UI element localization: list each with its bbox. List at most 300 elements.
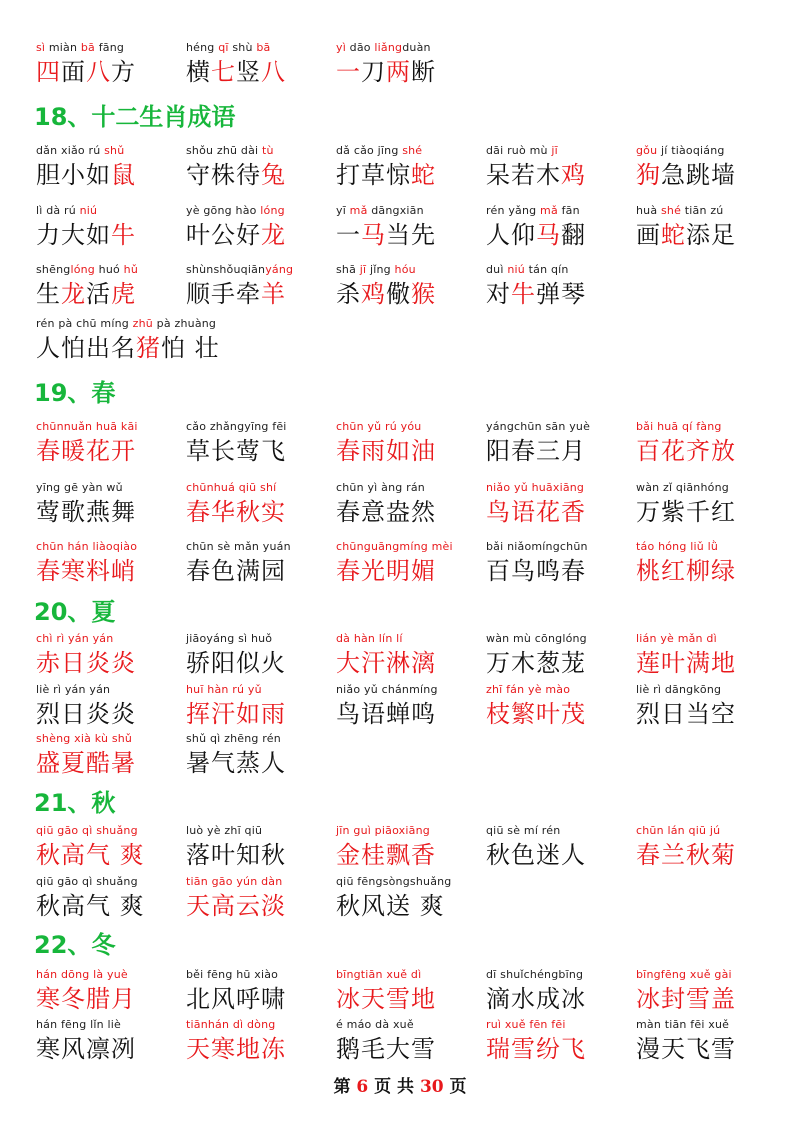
idiom-segment: 金桂飘香	[336, 841, 436, 869]
pinyin-segment: jī	[359, 263, 367, 276]
pinyin-segment: dà hàn lín lí	[336, 632, 403, 645]
idiom-item	[336, 419, 436, 466]
pinyin-segment: lóng	[70, 263, 95, 276]
pinyin-line	[636, 419, 736, 434]
pinyin-segment: cǎo zhǎngyīng fēi	[186, 420, 287, 433]
idiom-item	[186, 1017, 286, 1064]
pinyin-segment: huà	[636, 204, 661, 217]
idiom-text	[186, 891, 286, 921]
pinyin-line	[186, 419, 287, 434]
idiom-segment: 烈日炎炎	[36, 700, 136, 728]
pinyin-segment: duì	[486, 263, 508, 276]
idiom-text	[486, 699, 586, 729]
pinyin-segment: hóu	[394, 263, 416, 276]
idiom-segment: 赤日炎炎	[36, 649, 136, 677]
idiom-segment: 急跳墙	[661, 161, 736, 189]
idiom-item	[36, 682, 136, 729]
idiom-item	[36, 1017, 136, 1064]
pinyin-segment: shā	[336, 263, 360, 276]
pinyin-segment: tiān gāo yún dàn	[186, 875, 283, 888]
pinyin-segment: huī hàn rú yǔ	[186, 683, 262, 696]
idiom-item	[186, 631, 286, 678]
pinyin-segment: shé	[660, 204, 682, 217]
pinyin-segment: lóng	[260, 204, 285, 217]
idiom-segment: 呆若木	[486, 161, 561, 189]
idiom-text	[186, 648, 286, 678]
idiom-text	[186, 497, 286, 527]
pinyin-line	[186, 203, 286, 218]
idiom-segment: 牛	[111, 221, 136, 249]
idiom-text	[186, 279, 293, 309]
idiom-segment: 枝繁叶茂	[486, 700, 586, 728]
idiom-segment: 万木葱茏	[486, 649, 586, 677]
idiom-segment: 鸟语蝉鸣	[336, 700, 436, 728]
idiom-text	[336, 160, 436, 190]
idiom-item	[636, 203, 736, 250]
idiom-text	[486, 840, 586, 870]
pinyin-segment: chūn sè mǎn yuán	[186, 540, 291, 553]
idiom-item	[336, 480, 436, 527]
pinyin-line	[36, 143, 136, 158]
pinyin-line	[336, 203, 436, 218]
pinyin-segment: liè rì yán yán	[36, 683, 111, 696]
pinyin-segment: shé	[402, 144, 423, 157]
pinyin-line	[486, 1017, 586, 1032]
idiom-item	[186, 874, 286, 921]
idiom-segment: 春兰秋菊	[636, 841, 736, 869]
idiom-segment: 怕 壮	[161, 334, 220, 362]
idiom-segment: 儆	[386, 280, 411, 308]
idiom-segment: 春色满园	[186, 557, 286, 585]
idiom-item	[186, 203, 286, 250]
idiom-item	[486, 419, 590, 466]
pinyin-line	[186, 823, 286, 838]
pinyin-segment: shǒu zhū dài	[186, 144, 262, 157]
idiom-text	[36, 699, 136, 729]
pinyin-segment: qī	[218, 41, 233, 54]
idiom-item	[636, 631, 736, 678]
pinyin-segment: rén pà chū míng	[36, 317, 133, 330]
pinyin-segment: duàn	[402, 41, 431, 54]
idiom-item	[636, 967, 736, 1014]
pinyin-segment: tù	[262, 144, 274, 157]
pinyin-segment: běi fēng hū xiào	[186, 968, 279, 981]
pinyin-line	[486, 419, 590, 434]
pinyin-line	[486, 823, 586, 838]
pinyin-line	[186, 262, 293, 277]
idiom-item	[36, 40, 136, 87]
pinyin-segment: jiāoyáng sì huǒ	[186, 632, 273, 645]
idiom-segment: 竖	[236, 58, 261, 86]
pinyin-line	[336, 480, 436, 495]
idiom-segment: 生	[36, 280, 61, 308]
idiom-segment: 春暖花开	[36, 437, 136, 465]
pinyin-segment: yì	[336, 41, 350, 54]
idiom-item	[36, 539, 137, 586]
pinyin-segment: chūn yì àng rán	[336, 481, 425, 494]
idiom-segment: 猴	[411, 280, 436, 308]
idiom-item	[486, 631, 587, 678]
idiom-item	[36, 631, 136, 678]
pinyin-segment: yī	[336, 204, 350, 217]
idiom-text	[186, 220, 286, 250]
pinyin-line	[336, 823, 436, 838]
pinyin-segment: liè rì dāngkōng	[636, 683, 722, 696]
idiom-item	[486, 539, 588, 586]
idiom-item	[636, 419, 736, 466]
idiom-text	[36, 497, 136, 527]
pinyin-segment: shù	[232, 41, 257, 54]
idiom-text	[336, 279, 436, 309]
pinyin-segment: fāng	[98, 41, 125, 54]
idiom-item	[186, 682, 286, 729]
idiom-item	[186, 40, 286, 87]
pinyin-line	[186, 731, 286, 746]
idiom-item	[186, 143, 286, 190]
idiom-text	[336, 891, 452, 921]
section-title: 21、秋	[34, 789, 116, 817]
idiom-text	[36, 556, 137, 586]
pinyin-segment: pà zhuàng	[152, 317, 217, 330]
idiom-text	[36, 748, 136, 778]
pinyin-segment: shǔ qì zhēng rén	[186, 732, 281, 745]
pinyin-segment: shēng	[36, 263, 71, 276]
idiom-item	[336, 40, 436, 87]
idiom-text	[36, 160, 136, 190]
idiom-segment: 猪	[136, 334, 161, 362]
idiom-item	[486, 480, 586, 527]
idiom-segment: 杀	[336, 280, 361, 308]
idiom-segment: 七	[211, 58, 236, 86]
pinyin-line	[186, 874, 286, 889]
pinyin-line	[486, 631, 587, 646]
idiom-text	[486, 556, 588, 586]
idiom-segment: 阳春三月	[486, 437, 586, 465]
idiom-text	[336, 220, 436, 250]
idiom-segment: 百花齐放	[636, 437, 736, 465]
pinyin-segment: héng	[186, 41, 219, 54]
pinyin-line	[336, 1017, 436, 1032]
idiom-segment: 盛夏酷暑	[36, 749, 136, 777]
idiom-segment: 羊	[261, 280, 286, 308]
idiom-segment: 蛇	[661, 221, 686, 249]
idiom-segment: 一	[336, 221, 361, 249]
idiom-text	[486, 160, 586, 190]
pinyin-line	[36, 480, 136, 495]
idiom-item	[36, 731, 136, 778]
idiom-segment: 冰封雪盖	[636, 985, 736, 1013]
pinyin-line	[186, 480, 286, 495]
idiom-segment: 鸡	[561, 161, 586, 189]
idiom-item	[186, 823, 286, 870]
pinyin-segment: chūnnuǎn huā kāi	[36, 420, 138, 433]
pinyin-segment: zhū	[132, 317, 153, 330]
pinyin-line	[186, 967, 286, 982]
pinyin-segment: dǎ cǎo jīng	[336, 144, 403, 157]
pinyin-segment: mǎ	[540, 204, 558, 217]
idiom-item	[36, 262, 138, 309]
idiom-item	[336, 823, 436, 870]
pinyin-line	[336, 682, 438, 697]
pinyin-segment: chūnguāngmíng mèi	[336, 540, 453, 553]
pinyin-segment: hǔ	[123, 263, 138, 276]
idiom-segment: 四	[36, 58, 61, 86]
idiom-segment: 两	[386, 58, 411, 86]
idiom-segment: 秋风送 爽	[336, 892, 445, 920]
pinyin-line	[486, 682, 586, 697]
idiom-text	[186, 160, 286, 190]
pinyin-segment: lì dà rú	[36, 204, 80, 217]
idiom-segment: 莺歌燕舞	[36, 498, 136, 526]
idiom-segment: 翻	[561, 221, 586, 249]
idiom-segment: 桃红柳绿	[636, 557, 736, 585]
section-title: 18、十二生肖成语	[34, 103, 236, 131]
idiom-item	[636, 539, 736, 586]
idiom-item	[336, 874, 452, 921]
idiom-segment: 秋高气 爽	[36, 892, 145, 920]
idiom-text	[486, 279, 586, 309]
pinyin-line	[486, 262, 586, 277]
idiom-text	[186, 556, 291, 586]
idiom-segment: 人怕出名	[36, 334, 136, 362]
idiom-item	[336, 203, 436, 250]
pinyin-segment: rén yǎng	[486, 204, 541, 217]
idiom-segment: 横	[186, 58, 211, 86]
pinyin-line	[186, 143, 286, 158]
idiom-segment: 大汗淋漓	[336, 649, 436, 677]
idiom-item	[636, 143, 736, 190]
pinyin-segment: dī shuǐchéngbīng	[486, 968, 584, 981]
idiom-item	[636, 1017, 736, 1064]
idiom-item	[486, 823, 586, 870]
idiom-text	[186, 699, 286, 729]
pinyin-segment: táo hóng liǔ lǜ	[636, 540, 719, 553]
idiom-item	[636, 480, 736, 527]
pinyin-segment: hán fēng lǐn liè	[36, 1018, 121, 1031]
idiom-text	[636, 556, 736, 586]
idiom-segment: 暑气蒸人	[186, 749, 286, 777]
idiom-segment: 狗	[636, 161, 661, 189]
idiom-segment: 蛇	[411, 161, 436, 189]
idiom-segment: 鹅毛大雪	[336, 1035, 436, 1063]
idiom-text	[336, 556, 453, 586]
idiom-segment: 草长莺飞	[186, 437, 286, 465]
idiom-segment: 春寒料峭	[36, 557, 136, 585]
pinyin-line	[36, 40, 136, 55]
idiom-segment: 虎	[111, 280, 136, 308]
idiom-item	[336, 967, 436, 1014]
pinyin-segment: chūn lán qiū jú	[636, 824, 721, 837]
idiom-text	[336, 57, 436, 87]
idiom-item	[36, 480, 136, 527]
pinyin-segment: jǐng	[366, 263, 395, 276]
pinyin-line	[36, 823, 145, 838]
idiom-item	[186, 731, 286, 778]
pinyin-line	[186, 1017, 286, 1032]
pinyin-segment: sì	[36, 41, 49, 54]
idiom-segment: 秋高气 爽	[36, 841, 145, 869]
pinyin-line	[36, 731, 136, 746]
idiom-text	[336, 699, 438, 729]
pinyin-line	[636, 682, 736, 697]
idiom-item	[336, 1017, 436, 1064]
idiom-segment: 秋色迷人	[486, 841, 586, 869]
idiom-text	[636, 984, 736, 1014]
pinyin-segment: dāo	[349, 41, 375, 54]
idiom-text	[636, 840, 736, 870]
idiom-item	[36, 316, 220, 363]
footer-middle: 页 共	[368, 1077, 420, 1097]
pinyin-segment: dǎn xiǎo rú	[36, 144, 105, 157]
idiom-segment: 八	[261, 58, 286, 86]
idiom-segment: 画	[636, 221, 661, 249]
pinyin-line	[36, 967, 136, 982]
pinyin-segment: jí tiàoqiáng	[657, 144, 725, 157]
idiom-text	[486, 1034, 586, 1064]
idiom-text	[486, 220, 586, 250]
pinyin-line	[36, 539, 137, 554]
pinyin-line	[336, 967, 436, 982]
pinyin-line	[336, 262, 436, 277]
idiom-text	[36, 648, 136, 678]
idiom-text	[336, 436, 436, 466]
pinyin-line	[636, 143, 736, 158]
pinyin-segment: dāi ruò mù	[486, 144, 552, 157]
idiom-segment: 活	[86, 280, 111, 308]
idiom-text	[486, 497, 586, 527]
idiom-item	[186, 539, 291, 586]
pinyin-line	[336, 40, 436, 55]
idiom-segment: 方	[111, 58, 136, 86]
pinyin-line	[636, 539, 736, 554]
idiom-item	[336, 682, 438, 729]
pinyin-segment: chūn yǔ rú yóu	[336, 420, 422, 433]
idiom-segment: 鸟语花香	[486, 498, 586, 526]
idiom-segment: 守株待	[186, 161, 261, 189]
idiom-segment: 面	[61, 58, 86, 86]
pinyin-segment: lián yè mǎn dì	[636, 632, 717, 645]
pinyin-line	[636, 823, 736, 838]
idiom-item	[336, 143, 436, 190]
idiom-item	[486, 1017, 586, 1064]
idiom-item	[36, 874, 145, 921]
pinyin-line	[36, 262, 138, 277]
idiom-segment: 马	[536, 221, 561, 249]
pinyin-segment: niǎo yǔ chánmíng	[336, 683, 438, 696]
pinyin-segment: wàn zǐ qiānhóng	[636, 481, 729, 494]
pinyin-line	[36, 874, 145, 889]
idiom-segment: 打草惊	[336, 161, 411, 189]
idiom-item	[36, 419, 138, 466]
idiom-segment: 寒冬腊月	[36, 985, 136, 1013]
pinyin-line	[486, 203, 586, 218]
pinyin-line	[636, 631, 736, 646]
idiom-segment: 对	[486, 280, 511, 308]
idiom-segment: 天高云淡	[186, 892, 286, 920]
idiom-segment: 春意盎然	[336, 498, 436, 526]
pinyin-segment: niú	[79, 204, 98, 217]
idiom-segment: 刀	[361, 58, 386, 86]
pinyin-line	[486, 143, 586, 158]
idiom-text	[336, 984, 436, 1014]
idiom-segment: 烈日当空	[636, 700, 736, 728]
page-footer	[0, 1072, 800, 1097]
idiom-item	[186, 967, 286, 1014]
idiom-segment: 北风呼啸	[186, 985, 286, 1013]
idiom-segment: 人仰	[486, 221, 536, 249]
pinyin-segment: niǎo yǔ huāxiāng	[486, 481, 585, 494]
pinyin-segment: mǎ	[349, 204, 368, 217]
idiom-text	[636, 160, 736, 190]
pinyin-segment: yè gōng hào	[186, 204, 261, 217]
pinyin-segment: zhī fán yè mào	[486, 683, 571, 696]
idiom-item	[636, 823, 736, 870]
idiom-text	[186, 748, 286, 778]
pinyin-segment: niú	[507, 263, 525, 276]
pinyin-segment: shèng xià kù shǔ	[36, 732, 133, 745]
pinyin-segment: liǎng	[374, 41, 403, 54]
pinyin-line	[336, 631, 436, 646]
pinyin-segment: qiū gāo qì shuǎng	[36, 875, 138, 888]
pinyin-line	[36, 203, 136, 218]
pinyin-segment: màn tiān fēi xuě	[636, 1018, 730, 1031]
idiom-text	[36, 840, 145, 870]
pinyin-line	[336, 874, 452, 889]
pinyin-line	[186, 539, 291, 554]
idiom-text	[36, 436, 138, 466]
pinyin-line	[486, 480, 586, 495]
pinyin-segment: shùnshǒuqiān	[186, 263, 266, 276]
idiom-item	[36, 203, 136, 250]
idiom-text	[486, 648, 587, 678]
pinyin-line	[36, 419, 138, 434]
idiom-segment: 添足	[686, 221, 736, 249]
pinyin-segment: bǎi huā qí fàng	[636, 420, 722, 433]
pinyin-segment: ruì xuě fēn fēi	[486, 1018, 566, 1031]
pinyin-line	[186, 682, 286, 697]
pinyin-line	[36, 1017, 136, 1032]
pinyin-line	[336, 539, 453, 554]
pinyin-segment: dāngxiān	[367, 204, 424, 217]
pinyin-segment: tán qín	[524, 263, 569, 276]
idiom-text	[636, 436, 736, 466]
section-title: 22、冬	[34, 931, 116, 959]
idiom-item	[186, 419, 287, 466]
idiom-segment: 一	[336, 58, 361, 86]
pinyin-line	[636, 1017, 736, 1032]
idiom-text	[36, 57, 136, 87]
idiom-segment: 挥汗如雨	[186, 700, 286, 728]
idiom-text	[36, 279, 138, 309]
pinyin-segment: jī	[551, 144, 558, 157]
idiom-text	[36, 220, 136, 250]
pinyin-segment: bīngtiān xuě dì	[336, 968, 422, 981]
idiom-item	[636, 682, 736, 729]
pinyin-segment: bǎi niǎomíngchūn	[486, 540, 588, 553]
idiom-item	[486, 143, 586, 190]
idiom-text	[186, 436, 287, 466]
idiom-segment: 龙	[261, 221, 286, 249]
pinyin-line	[36, 316, 220, 331]
idiom-text	[36, 984, 136, 1014]
idiom-text	[36, 1034, 136, 1064]
pinyin-line	[636, 203, 736, 218]
idiom-segment: 兔	[261, 161, 286, 189]
pinyin-segment: wàn mù cōnglóng	[486, 632, 587, 645]
idiom-text	[186, 57, 286, 87]
pinyin-segment: tiān zú	[681, 204, 724, 217]
idiom-item	[36, 823, 145, 870]
